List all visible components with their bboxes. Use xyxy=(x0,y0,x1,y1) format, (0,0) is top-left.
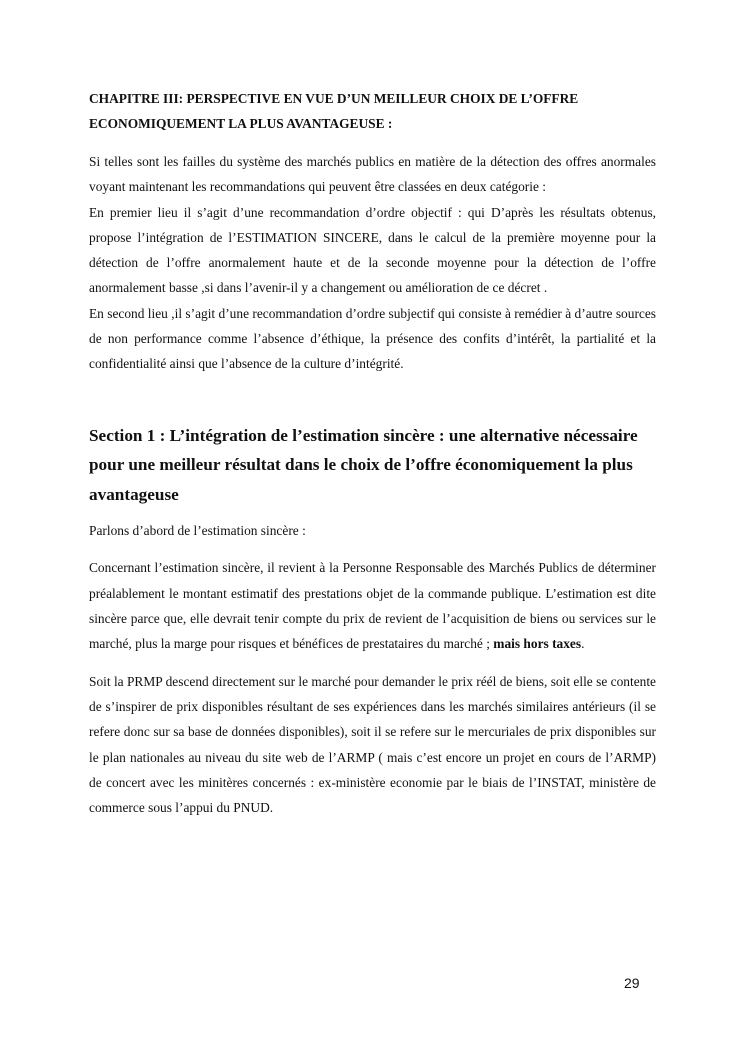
section-paragraph-3: Soit la PRMP descend directement sur le marché pour demander le prix réél de biens, soit elle se contente de s’inspirer de prix disponibles résultant de ses expériences dans les marchés similaires antérieurs (il se refere donc sur sa base de données disponibles), soit il se refere sur le mercuriales de prix disponibles sur le plan nationales au niveau du site web de l’ARMP ( mais c’est encore un projet en cours de l’ARMP) de concert avec les minitères concernés : ex-ministère economie par le biais de l’INSTAT, ministère de commerce sous l’appui du PNUD. xyxy=(89,673,656,816)
section-paragraph-2 xyxy=(89,555,656,656)
section-paragraph-1: Parlons d’abord de l’estimation sincère : xyxy=(89,523,306,539)
chapter-title: CHAPITRE III: PERSPECTIVE EN VUE D’UN MEILLEUR CHOIX DE L’OFFRE ECONOMIQUEMENT LA PLUS AVANTAGEUSE : xyxy=(89,91,579,131)
section-paragraph-2-lead: Concernant l’estimation sincère, il revient à la Personne Responsable des Marchés Publics de déterminer préalablement le montant estimatif des prestations objet de la commande publique. L’estimation est dite sincère parce que, elle devrait tenir compte du prix de revient de l’acquisition de biens ou services sur le marché, plus la marge pour risques et bénéfices de prestataires du marché ; xyxy=(89,560,656,652)
intro-paragraph-1: Si telles sont les failles du système des marchés publics en matière de la détection des offres anormales voyant maintenant les recommandations qui peuvent être classées en deux catégorie : xyxy=(89,154,656,195)
intro-paragraph-3: En second lieu ,il s’agit d’une recommandation d’ordre subjectif qui consiste à remédier à d’autre sources de non performance comme l’absence d’éthique, la présence des confits d’intérêt, la partialité et la confidentialité ainsi que l’absence de la culture d’intégrité. xyxy=(89,305,656,372)
section-paragraph-2-emphasis: mais hors taxes xyxy=(493,636,582,652)
page-number: 29 xyxy=(624,975,640,991)
page-content xyxy=(89,86,656,820)
section-paragraph-2-end: . xyxy=(581,636,585,652)
intro-paragraph-2: En premier lieu il s’agit d’une recommandation d’ordre objectif : qui D’après les résultats obtenus, propose l’intégration de l’ESTIMATION SINCERE, dans le calcul de la première moyenne pour la détection de l’offre anormalement haute et de la seconde moyenne pour la détection de l’offre anormalement basse ,si dans l’avenir-il y a changement ou amélioration de ce décret . xyxy=(89,204,656,296)
section-title: Section 1 : L’intégration de l’estimation sincère : une alternative nécessaire pour une meilleur résultat dans le choix de l’offre économiquement la plus avantageuse xyxy=(89,425,638,504)
